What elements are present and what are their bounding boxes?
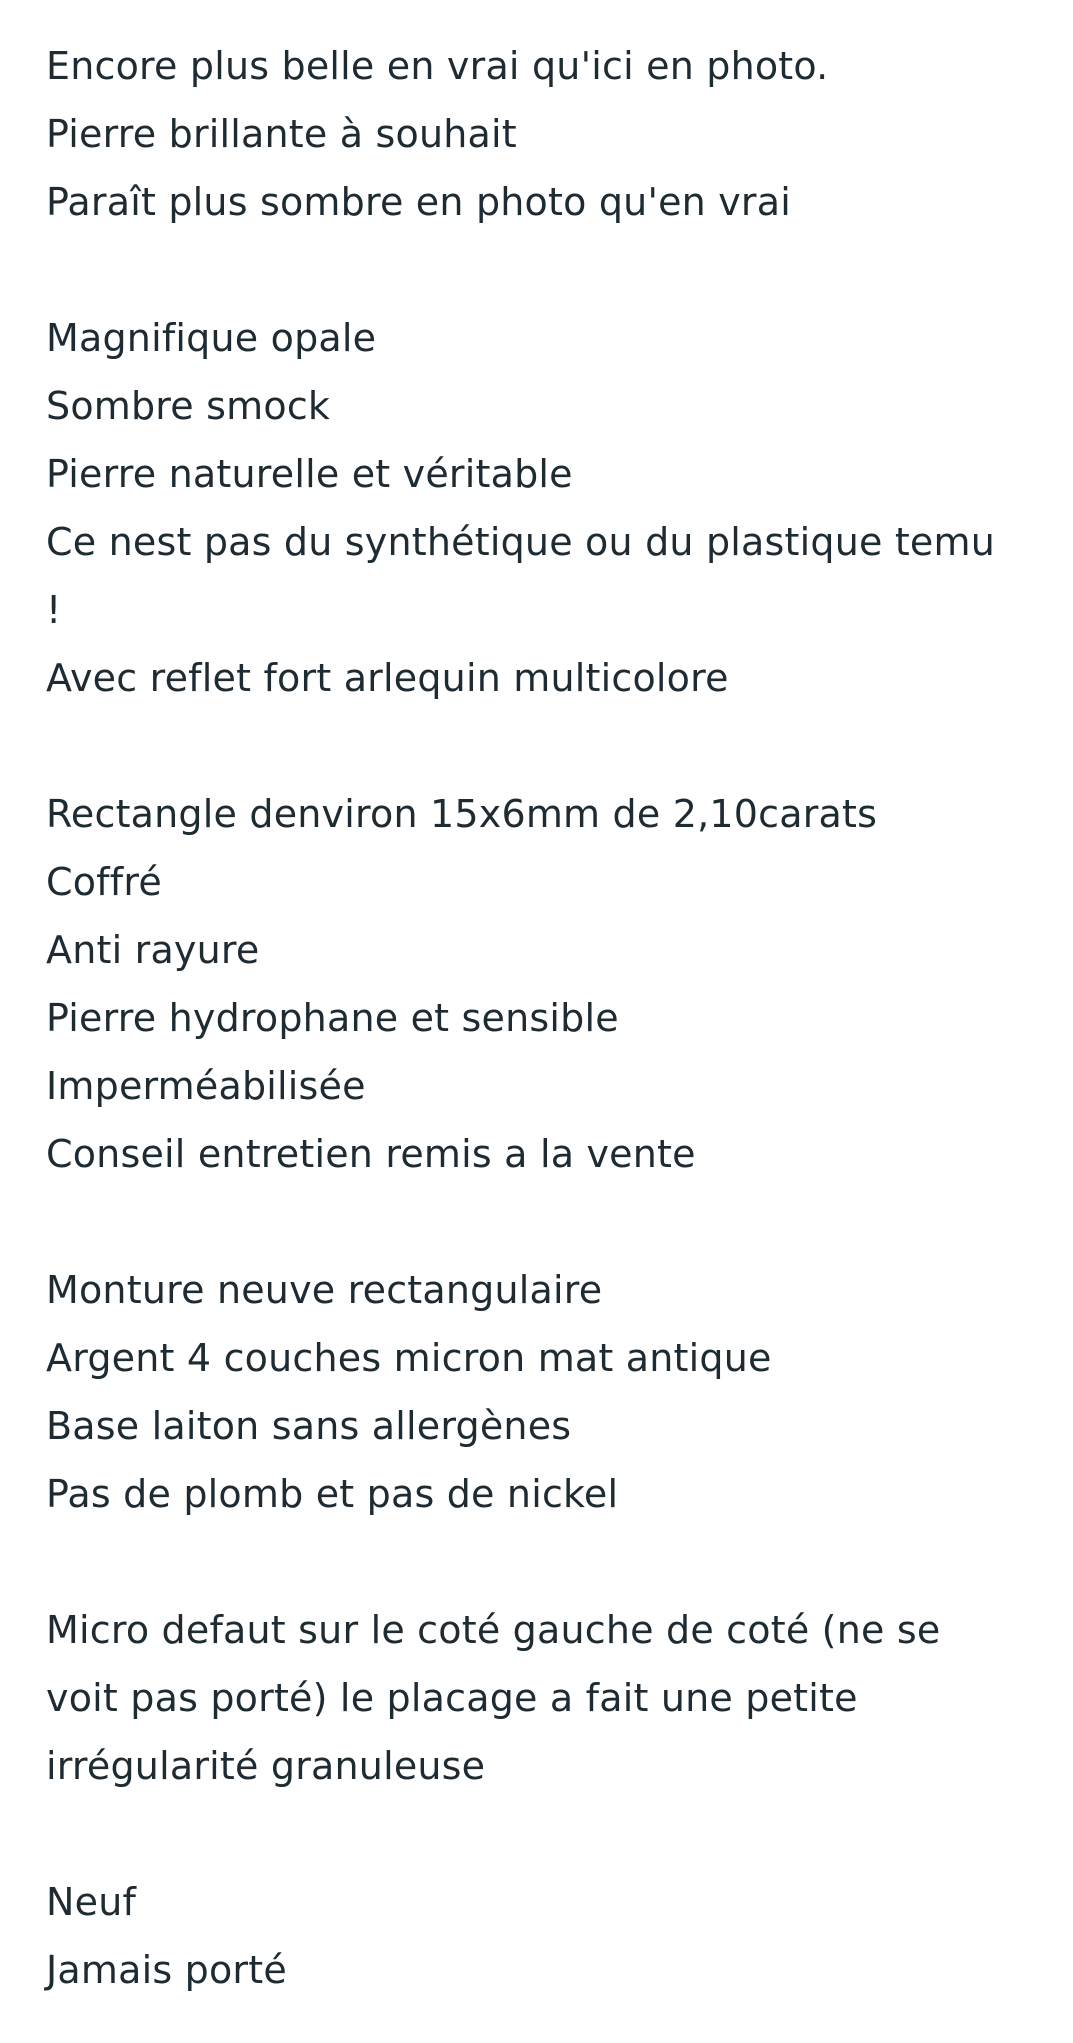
description-line: Imperméabilisée [46,1064,366,1108]
description-line: Paraît plus sombre en photo qu'en vrai [46,180,791,224]
description-line: Coffré [46,860,162,904]
description-line: Pierre naturelle et véritable [46,452,573,496]
item-description [46,32,1056,2004]
description-line: Neuf [46,1880,137,1924]
description-line: Avec reflet fort arlequin multicolore [46,656,729,700]
description-paragraph [46,1596,1056,1800]
description-paragraph [46,304,1056,712]
description-paragraph [46,32,1056,236]
description-paragraph [46,1868,1056,2004]
description-line: Sombre smock [46,384,331,428]
description-line: Ce nest pas du synthétique ou du plastique temu ! [46,520,996,632]
description-line: Encore plus belle en vrai qu'ici en photo. [46,44,829,88]
description-line: Magnifique opale [46,316,377,360]
description-paragraph [46,780,1056,1188]
description-line: Base laiton sans allergènes [46,1404,572,1448]
description-line: Pierre hydrophane et sensible [46,996,619,1040]
description-line: Pierre brillante à souhait [46,112,517,156]
description-line: Conseil entretien remis a la vente [46,1132,696,1176]
description-line: Pas de plomb et pas de nickel [46,1472,619,1516]
description-line: Anti rayure [46,928,260,972]
description-line: Argent 4 couches micron mat antique [46,1336,772,1380]
description-paragraph [46,1256,1056,1528]
description-line: Jamais porté [46,1948,287,1992]
description-line: Monture neuve rectangulaire [46,1268,603,1312]
description-line: Rectangle denviron 15x6mm de 2,10carats [46,792,878,836]
description-line: Micro defaut sur le coté gauche de coté (ne se voit pas porté) le placage a fait une petite irrégularité granuleuse [46,1608,941,1788]
